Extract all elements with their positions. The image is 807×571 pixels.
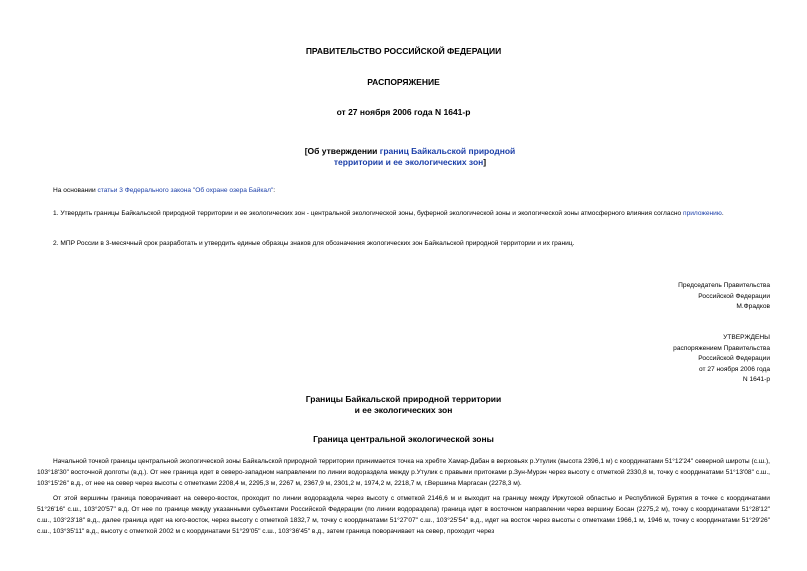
approval-heading: УТВЕРЖДЕНЫ — [723, 334, 770, 341]
approval-block — [570, 333, 770, 386]
item-1-end: . — [721, 210, 724, 217]
title-bracket-open: [Об утверждении — [304, 146, 380, 156]
government-heading: ПРАВИТЕЛЬСТВО РОССИЙСКОЙ ФЕДЕРАЦИИ — [305, 46, 502, 56]
appendix-title-line-2: и ее экологических зон — [354, 405, 453, 415]
approval-line-5: N 1641-р — [742, 376, 770, 383]
approval-line-4: от 27 ноября 2006 года — [699, 365, 770, 373]
boundary-paragraph-2: От этой вершины граница поворачивает на северо-восток, проходит по линии водораздела через высоту с отметкой 2146,6 м и выходит на границу между Иркутской областью и Республикой Бурятия в точке с координатами 51°26'16" с.ш., 103°20'57" в.д. От нее по границе между указанными субъектами Российской Федерации (по линии водораздела) граница идет в восточном направлении через вершину Босан (2275,2 м), точку с координатами 51°28'12" с.ш., 103°23'18" в.д., далее граница идет на юго-восток, через высоту с отметкой 1832,7 м, точку с координатами 51°27'07" с.ш., 103°25'54" в.д., идет на восток через высоты с отметками 1966,1 м, 1946 м, точку с координатами 51°29'26" с.ш., 103°35'11" в.д., высоту с отметкой 2002 м с координатами 51°29'05" с.ш., 103°36'45" в.д., затем граница поворачивает на север, проходит через — [37, 495, 770, 535]
preamble-text: На основании — [53, 187, 98, 194]
signature-block — [570, 281, 770, 313]
law-article-link[interactable]: статьи 3 Федерального закона "Об охране озера Байкал" — [97, 187, 274, 194]
preamble-paragraph — [37, 185, 770, 196]
appendix-title-line-1: Границы Байкальской природной территории — [305, 394, 502, 404]
signature-position: Председатель Правительства — [678, 282, 770, 289]
item-1-text: 1. Утвердить границы Байкальской природной территории и ее экологических зон - центральной экологической зоны, буферной экологической зоны и экологической зоны атмосферного влияния согласно — [53, 210, 684, 217]
document-title — [290, 146, 530, 168]
approval-line-3: Российской Федерации — [698, 355, 770, 362]
signature-org: Российской Федерации — [698, 292, 770, 300]
document-date-number: от 27 ноября 2006 года N 1641-р — [336, 107, 471, 117]
approval-line-2: распоряжением Правительства — [673, 344, 770, 352]
signature-name: М.Фрадков — [736, 303, 770, 310]
title-link[interactable]: границ Байкальской природной территории и ее экологических зон — [333, 146, 516, 167]
preamble-colon: : — [273, 187, 276, 194]
appendix-title — [0, 394, 807, 416]
document-type-heading: РАСПОРЯЖЕНИЕ — [367, 77, 440, 87]
appendix-link[interactable]: приложению — [683, 210, 722, 217]
item-2-paragraph: 2. МПР России в 3-месячный срок разработать и утвердить единые образцы знаков для обозначения экологических зон Байкальской природной территории и их границ. — [53, 240, 575, 247]
item-1-paragraph — [37, 208, 770, 219]
section-title: Граница центральной экологической зоны — [313, 434, 494, 444]
title-bracket-close: ] — [483, 157, 487, 167]
boundary-paragraph-1: Начальной точкой границы центральной экологической зоны Байкальской природной территории принимается точка на хребте Хамар-Дабан в верховьях р.Утулик (высота 2396,1 м) с координатами 51°12'24" северной широты (с.ш.), 103°18'30" восточной долготы (в.д.). От нее граница идет в северо-западном направлении по линии водораздела между р.Утулик с правыми притоками р.Зун-Мурэн через высоту с отметкой 2330,8 м, точку с координатами 51°13'08" с.ш., 103°15'26" в.д., от нее на север через высоты с отметками 2208,4 м, 2295,3 м, 2267 м, 2367,9 м, 2301,2 м, 1974,2 м, 2218,7 м, г.Вершина Маргасан (2278,3 м). — [37, 458, 770, 487]
